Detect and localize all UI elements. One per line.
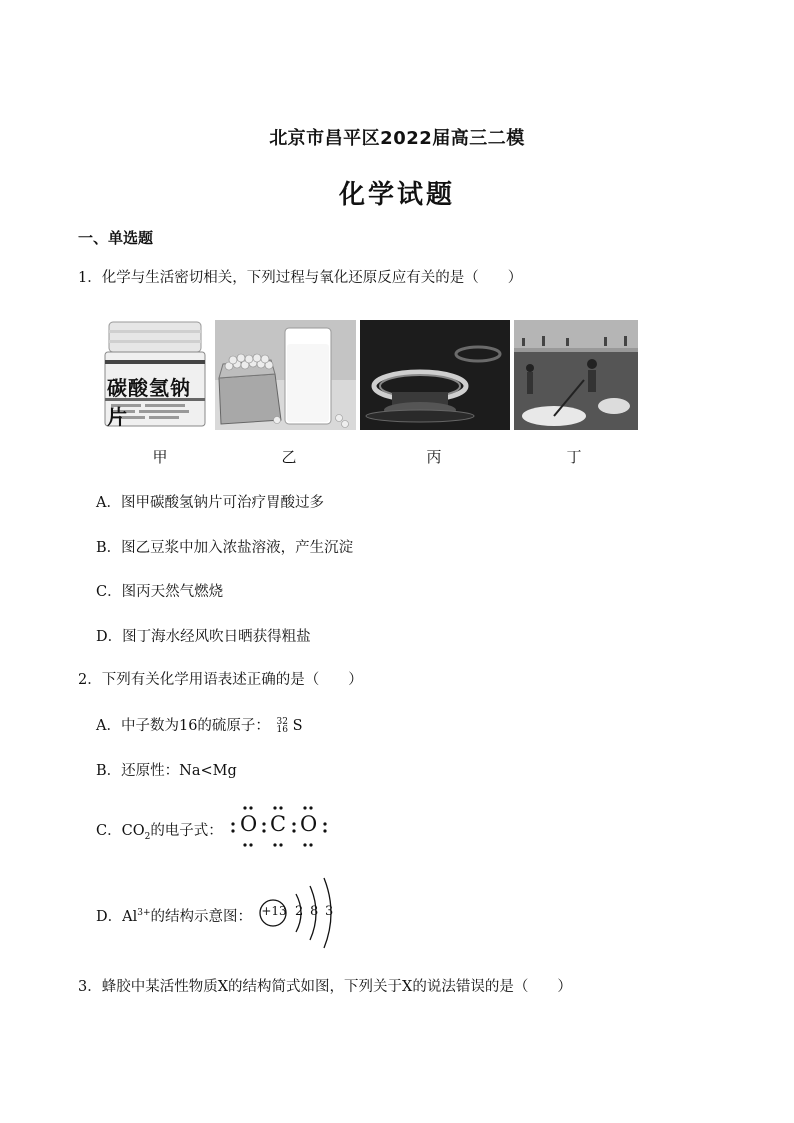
figure-ding-salt-field <box>514 320 638 430</box>
figure-label-yi: 乙 <box>281 448 297 466</box>
atom-o-right: O <box>300 812 318 836</box>
element-symbol: S <box>292 718 303 734</box>
figure-label-ding: 丁 <box>566 448 582 466</box>
electron-dots <box>228 804 332 850</box>
gas-flame-illustration <box>360 320 510 430</box>
question-2-option-d <box>96 905 252 926</box>
mass-number: 32 <box>276 717 288 727</box>
question-2-option-b: B．还原性：Na<Mg <box>96 763 237 779</box>
exam-title: 化学试题 <box>338 180 455 210</box>
nuclide-numbers <box>277 718 288 734</box>
question-1-option-a: A．图甲碳酸氢钠片可治疗胃酸过多 <box>96 495 324 511</box>
figure-label-jia: 甲 <box>152 448 168 466</box>
atom-structure-diagram <box>258 876 342 950</box>
option-c-suffix: 的电子式： <box>150 823 223 839</box>
option-d-prefix: D．Al <box>96 909 138 925</box>
figure-label-bing: 丙 <box>426 448 442 466</box>
question-3-stem: 3．蜂胶中某活性物质X的结构简式如图，下列关于X的说法错误的是（ ） <box>78 979 572 995</box>
question-1-option-d: D．图丁海水经风吹日晒获得粗盐 <box>96 629 311 645</box>
atom-o-left: O <box>240 812 258 836</box>
shell-3-electrons: 3 <box>325 904 334 919</box>
atom-c: C <box>270 812 287 836</box>
question-2-option-a <box>96 714 303 735</box>
co2-electron-formula <box>228 804 332 850</box>
soymilk-illustration <box>215 320 356 430</box>
figure-bing-gas-flame <box>360 320 510 430</box>
question-2-stem: 2．下列有关化学用语表述正确的是（ ） <box>78 672 363 688</box>
option-c-prefix: C．CO <box>96 823 145 839</box>
option-d-suffix: 的结构示意图： <box>150 909 253 925</box>
question-1-stem: 1．化学与生活密切相关，下列过程与氧化还原反应有关的是（ ） <box>78 270 523 286</box>
shell-1-electrons: 2 <box>295 904 304 919</box>
option-a-text: A．中子数为16的硫原子： <box>96 718 270 734</box>
question-1-option-c: C．图丙天然气燃烧 <box>96 584 224 600</box>
option-d-superscript: 3+ <box>137 908 151 919</box>
bottle-label-text: 碳酸氢钠片 <box>107 376 191 429</box>
atomic-number: 16 <box>276 725 288 735</box>
figure-jia-medicine-bottle <box>101 320 207 430</box>
exam-subtitle: 北京市昌平区2022届高三二模 <box>269 128 525 149</box>
section-heading: 一、单选题 <box>78 229 154 247</box>
option-c-subscript: 2 <box>144 831 151 842</box>
shell-2-electrons: 8 <box>310 904 319 919</box>
question-2-option-c <box>96 819 223 842</box>
nucleus-charge: +13 <box>261 904 287 918</box>
question-1-option-b: B．图乙豆浆中加入浓盐溶液，产生沉淀 <box>96 540 354 556</box>
salt-field-illustration <box>514 320 638 430</box>
figure-yi-soymilk <box>215 320 356 430</box>
